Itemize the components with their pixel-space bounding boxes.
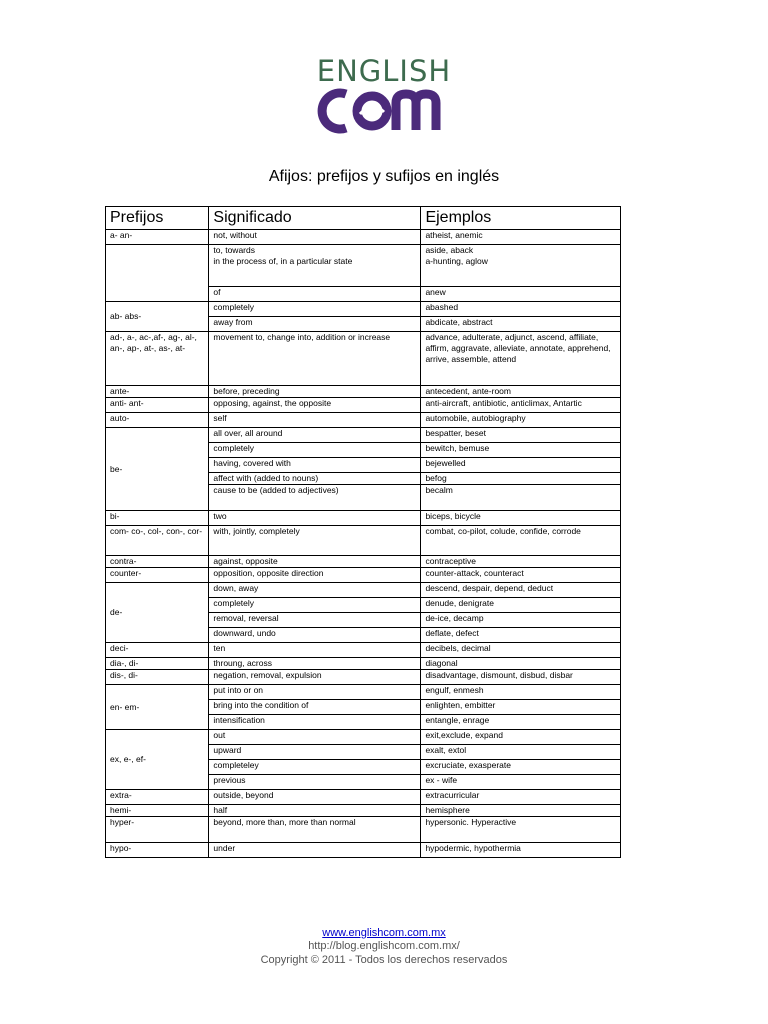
meaning-cell: before, preceding	[209, 386, 421, 398]
example-cell: excruciate, exasperate	[421, 760, 621, 775]
example-cell: abashed	[421, 302, 621, 317]
meaning-cell: downward, undo	[209, 628, 421, 643]
example-cell: anew	[421, 287, 621, 302]
prefix-cell: anti- ant-	[106, 398, 209, 413]
prefix-table	[105, 206, 621, 858]
meaning-cell: affect with (added to nouns)	[209, 473, 421, 485]
table-row	[106, 526, 621, 556]
example-cell: engulf, enmesh	[421, 685, 621, 700]
example-cell: disadvantage, dismount, disbud, disbar	[421, 670, 621, 685]
prefix-cell: a- an-	[106, 230, 209, 245]
table-row	[106, 730, 621, 745]
example-cell: hemisphere	[421, 805, 621, 817]
meaning-cell: under	[209, 843, 421, 858]
meaning-cell: not, without	[209, 230, 421, 245]
example-cell: becalm	[421, 485, 621, 511]
prefix-cell: auto-	[106, 413, 209, 428]
meaning-cell: all over, all around	[209, 428, 421, 443]
header-significado: Significado	[209, 207, 421, 230]
example-cell: contraceptive	[421, 556, 621, 568]
meaning-cell: down, away	[209, 583, 421, 598]
example-cell: bespatter, beset	[421, 428, 621, 443]
table-row	[106, 643, 621, 658]
meaning-cell: movement to, change into, addition or increase	[209, 332, 421, 386]
example-cell: counter-attack, counteract	[421, 568, 621, 583]
prefix-cell: hypo-	[106, 843, 209, 858]
meaning-cell: completely	[209, 443, 421, 458]
header-ejemplos: Ejemplos	[421, 207, 621, 230]
meaning-cell: completely	[209, 598, 421, 613]
meaning-cell: against, opposite	[209, 556, 421, 568]
table-row	[106, 790, 621, 805]
logo	[0, 56, 768, 138]
prefix-cell: counter-	[106, 568, 209, 583]
example-cell: anti-aircraft, antibiotic, anticlimax, Antartic	[421, 398, 621, 413]
table-row	[106, 805, 621, 817]
meaning-cell: two	[209, 511, 421, 526]
header-prefijos: Prefijos	[106, 207, 209, 230]
prefix-cell: hyper-	[106, 817, 209, 843]
example-cell: advance, adulterate, adjunct, ascend, affiliate, affirm, aggravate, alleviate, annotate, apprehend, arrive, assemble, attend	[421, 332, 621, 386]
example-cell: exalt, extol	[421, 745, 621, 760]
table-row	[106, 843, 621, 858]
footer-copyright: Copyright © 2011 - Todos los derechos reservados	[260, 954, 508, 966]
prefix-cell: contra-	[106, 556, 209, 568]
table-row	[106, 386, 621, 398]
table-row	[106, 670, 621, 685]
example-cell: abdicate, abstract	[421, 317, 621, 332]
prefix-cell: bi-	[106, 511, 209, 526]
table-row	[106, 817, 621, 843]
table-row	[106, 245, 621, 287]
prefix-cell: be-	[106, 428, 209, 511]
example-cell: befog	[421, 473, 621, 485]
logo-com-icon	[316, 86, 452, 136]
meaning-cell: having, covered with	[209, 458, 421, 473]
meaning-cell: self	[209, 413, 421, 428]
prefix-cell: ad-, a-, ac-,af-, ag-, al-, an-, ap-, at-, as-, at-	[106, 332, 209, 386]
prefix-cell: dis-, di-	[106, 670, 209, 685]
meaning-cell: out	[209, 730, 421, 745]
meaning-cell: to, towards in the process of, in a particular state	[209, 245, 421, 287]
example-cell: bewitch, bemuse	[421, 443, 621, 458]
example-cell: diagonal	[421, 658, 621, 670]
prefix-cell: ante-	[106, 386, 209, 398]
table-row	[106, 556, 621, 568]
example-cell: atheist, anemic	[421, 230, 621, 245]
table-row	[106, 302, 621, 317]
table-body	[106, 230, 621, 858]
meaning-cell: opposing, against, the opposite	[209, 398, 421, 413]
meaning-cell: ten	[209, 643, 421, 658]
example-cell: de-ice, decamp	[421, 613, 621, 628]
page-title: Afijos: prefijos y sufijos en inglés	[268, 168, 500, 185]
example-cell: automobile, autobiography	[421, 413, 621, 428]
meaning-cell: previous	[209, 775, 421, 790]
meaning-cell: put into or on	[209, 685, 421, 700]
example-cell: decibels, decimal	[421, 643, 621, 658]
meaning-cell: intensification	[209, 715, 421, 730]
example-cell: descend, despair, depend, deduct	[421, 583, 621, 598]
example-cell: ex - wife	[421, 775, 621, 790]
table-row	[106, 511, 621, 526]
example-cell: deflate, defect	[421, 628, 621, 643]
table-header-row	[106, 207, 621, 230]
prefix-cell: ab- abs-	[106, 302, 209, 332]
table-row	[106, 230, 621, 245]
prefix-cell: en- em-	[106, 685, 209, 730]
table-row	[106, 428, 621, 443]
example-cell: bejewelled	[421, 458, 621, 473]
table-row	[106, 658, 621, 670]
meaning-cell: of	[209, 287, 421, 302]
prefix-cell: ex, e-, ef-	[106, 730, 209, 790]
meaning-cell: throung, across	[209, 658, 421, 670]
example-cell: denude, denigrate	[421, 598, 621, 613]
meaning-cell: upward	[209, 745, 421, 760]
table-row	[106, 685, 621, 700]
meaning-cell: bring into the condition of	[209, 700, 421, 715]
prefix-cell: hemi-	[106, 805, 209, 817]
meaning-cell: beyond, more than, more than normal	[209, 817, 421, 843]
prefix-cell: deci-	[106, 643, 209, 658]
meaning-cell: with, jointly, completely	[209, 526, 421, 556]
example-cell: biceps, bicycle	[421, 511, 621, 526]
example-cell: enlighten, embitter	[421, 700, 621, 715]
example-cell: entangle, enrage	[421, 715, 621, 730]
logo-text-top: ENGLISH	[316, 54, 452, 88]
example-cell: antecedent, ante-room	[421, 386, 621, 398]
table-row	[106, 583, 621, 598]
meaning-cell: completely	[209, 302, 421, 317]
prefix-cell: com- co-, col-, con-, cor-	[106, 526, 209, 556]
meaning-cell: removal, reversal	[209, 613, 421, 628]
logo-com-mark	[0, 86, 768, 138]
example-cell: aside, aback a-hunting, aglow	[421, 245, 621, 287]
table-row	[106, 568, 621, 583]
meaning-cell: away from	[209, 317, 421, 332]
table-row	[106, 332, 621, 386]
example-cell: hypersonic. Hyperactive	[421, 817, 621, 843]
website-link[interactable]: www.englishcom.com.mx	[322, 927, 446, 939]
prefix-cell	[106, 245, 209, 302]
prefix-cell: extra-	[106, 790, 209, 805]
prefix-cell: de-	[106, 583, 209, 643]
meaning-cell: half	[209, 805, 421, 817]
meaning-cell: completeley	[209, 760, 421, 775]
footer-website	[0, 927, 768, 940]
prefix-cell: dia-, di-	[106, 658, 209, 670]
footer-blog: http://blog.englishcom.com.mx/	[308, 940, 460, 952]
example-cell: exit,exclude, expand	[421, 730, 621, 745]
example-cell: extracurricular	[421, 790, 621, 805]
meaning-cell: negation, removal, expulsion	[209, 670, 421, 685]
example-cell: combat, co-pilot, colude, confide, corrode	[421, 526, 621, 556]
example-cell: hypodermic, hypothermia	[421, 843, 621, 858]
meaning-cell: cause to be (added to adjectives)	[209, 485, 421, 511]
table-row	[106, 398, 621, 413]
meaning-cell: opposition, opposite direction	[209, 568, 421, 583]
meaning-cell: outside, beyond	[209, 790, 421, 805]
table-row	[106, 413, 621, 428]
